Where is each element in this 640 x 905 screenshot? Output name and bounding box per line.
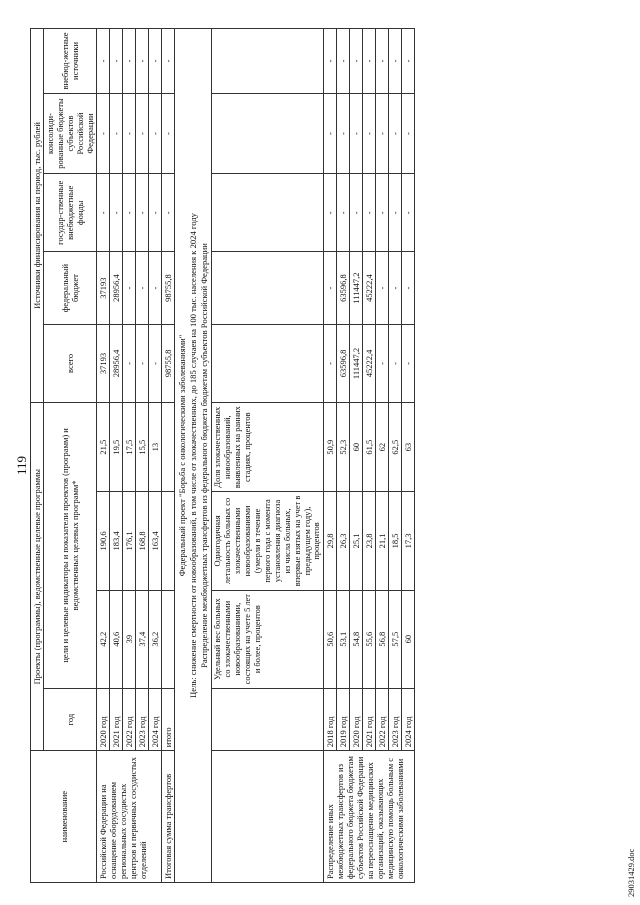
group-projects-header: Проекты (программы), ведомственные целевые программы (31, 403, 44, 751)
indicator-2-cell: 18,5 (389, 492, 402, 590)
total-cell: - (324, 324, 337, 402)
indicator-3-cell: 62 (376, 403, 389, 492)
regional-cell: - (337, 93, 350, 173)
total-year-cell: итого (162, 688, 175, 751)
page-number: 119 (14, 455, 29, 475)
total-regional-cell: - (162, 93, 175, 173)
total-cell: 63596,8 (337, 324, 350, 402)
year-cell: 2021 год (110, 688, 123, 751)
extra-cell: - (389, 29, 402, 94)
total-cell: - (123, 324, 136, 402)
total-label-cell: Итоговая сумма трансфертов (162, 751, 175, 883)
federal-cell: - (324, 252, 337, 325)
state-funds-cell: - (363, 174, 376, 252)
row-name-cell: Российской Федерации на оснащение оборудованием региональных сосудистых центров и первичных сосудистых отделений (97, 751, 162, 883)
year-cell: 2023 год (389, 688, 402, 751)
indicator-2-cell: 29,8 (324, 492, 337, 590)
table-row (324, 29, 337, 883)
year-cell: 2018 год (324, 688, 337, 751)
banner-distribution: Распределение межбюджетных трансфертов из федерального бюджета бюджетам субъектов Российской Федерации (198, 243, 209, 668)
indicator-3-cell: 52,3 (337, 403, 350, 492)
extra-cell: - (337, 29, 350, 94)
indicator-2-cell: 163,4 (149, 492, 162, 590)
col-year-header: год (44, 688, 97, 751)
regional-cell: - (363, 93, 376, 173)
state-funds-cell: - (97, 174, 110, 252)
indicator-2-cell: 17,3 (402, 492, 415, 590)
federal-cell: - (136, 252, 149, 325)
year-cell: 2021 год (363, 688, 376, 751)
total-row (162, 29, 175, 883)
year-cell: 2024 год (402, 688, 415, 751)
indicator-2-cell: 190,6 (97, 492, 110, 590)
total-extra-cell: - (162, 29, 175, 94)
year-cell: 2022 год (376, 688, 389, 751)
state-funds-cell: - (376, 174, 389, 252)
regional-cell: - (97, 93, 110, 173)
state-funds-cell: - (149, 174, 162, 252)
state-funds-cell: - (123, 174, 136, 252)
state-funds-cell: - (350, 174, 363, 252)
total-cell: - (136, 324, 149, 402)
total-sum-cell: 98755,8 (162, 324, 175, 402)
table-row (97, 29, 110, 883)
empty-cell (212, 751, 324, 883)
total-cell: 111447,2 (350, 324, 363, 402)
regional-cell: - (136, 93, 149, 173)
empty-cell (212, 174, 324, 252)
extra-cell: - (350, 29, 363, 94)
regional-cell: - (350, 93, 363, 173)
indicator-3-cell: 61,5 (363, 403, 376, 492)
regional-cell: - (389, 93, 402, 173)
extra-cell: - (123, 29, 136, 94)
empty-cell (212, 29, 324, 94)
indicator-1-cell: 57,5 (389, 590, 402, 688)
indicator-1-cell: 37,4 (136, 590, 149, 688)
regional-cell: - (376, 93, 389, 173)
indicator-2-cell: 26,3 (337, 492, 350, 590)
empty-cell (212, 688, 324, 751)
indicator-3-cell: 21,5 (97, 403, 110, 492)
state-funds-cell: - (389, 174, 402, 252)
indicator-3-header: Доля злокачественных новообразований, выявленных на ранних стадиях, процентов (212, 403, 324, 492)
regional-cell: - (402, 93, 415, 173)
empty-cell (212, 252, 324, 325)
project-banner (175, 29, 212, 883)
indicator-1-cell: 60 (402, 590, 415, 688)
total-cell: - (389, 324, 402, 402)
banner-project: Федеральный проект "Борьба с онкологическими заболеваниями" (177, 334, 188, 577)
empty-cell (212, 93, 324, 173)
state-funds-cell: - (110, 174, 123, 252)
indicator-3-cell: 13 (149, 403, 162, 492)
year-cell: 2020 год (350, 688, 363, 751)
federal-cell: - (402, 252, 415, 325)
total-cell: - (376, 324, 389, 402)
federal-cell: 45222,4 (363, 252, 376, 325)
extra-cell: - (376, 29, 389, 94)
col-federal-header: федеральный бюджет (44, 252, 97, 325)
indicator-3-cell: 60 (350, 403, 363, 492)
indicator-1-cell: 55,6 (363, 590, 376, 688)
extra-cell: - (136, 29, 149, 94)
total-cell: 45222,4 (363, 324, 376, 402)
banner-row (175, 29, 212, 883)
group-sources-header: Источники финансирования на период, тыс. рублей (31, 29, 44, 403)
indicator-1-cell: 40,6 (110, 590, 123, 688)
indicator-2-cell: 23,8 (363, 492, 376, 590)
year-cell: 2019 год (337, 688, 350, 751)
indicator-3-cell: 15,5 (136, 403, 149, 492)
indicator-1-header: Удельный вес больных со злокачественными новообразованиями, состоящих на учете 5 лет и более, процентов (212, 590, 324, 688)
state-funds-cell: - (324, 174, 337, 252)
regional-cell: - (110, 93, 123, 173)
row-name-cell: Распределение иных межбюджетных трансфертов из федерального бюджета бюджетам субъектов Российской Федерации на переоснащение медицинских организаций, оказывающих медицинскую помощь больным с онкологическими заболеваниями (324, 751, 415, 883)
empty-cell (212, 324, 324, 402)
state-funds-cell: - (136, 174, 149, 252)
indicator-2-cell: 168,8 (136, 492, 149, 590)
federal-cell: 111447,2 (350, 252, 363, 325)
indicator-1-cell: 39 (123, 590, 136, 688)
extra-cell: - (402, 29, 415, 94)
regional-cell: - (149, 93, 162, 173)
year-cell: 2020 год (97, 688, 110, 751)
indicator-3-cell: 63 (402, 403, 415, 492)
col-name-header: наименование (31, 751, 97, 883)
total-federal-cell: 98755,8 (162, 252, 175, 325)
col-total-header: всего (44, 324, 97, 402)
total-cell: - (402, 324, 415, 402)
col-goals-header: цели и целевые индикаторы и показатели проектов (программ) и ведомственных целевых программ* (44, 403, 97, 689)
financing-table (30, 28, 415, 883)
extra-cell: - (97, 29, 110, 94)
federal-cell: 28956,4 (110, 252, 123, 325)
state-funds-cell: - (402, 174, 415, 252)
year-cell: 2024 год (149, 688, 162, 751)
indicator-2-cell: 25,1 (350, 492, 363, 590)
indicator-3-cell: 17,5 (123, 403, 136, 492)
extra-cell: - (363, 29, 376, 94)
indicator-1-cell: 36,2 (149, 590, 162, 688)
indicator-2-cell: 176,1 (123, 492, 136, 590)
indicator-1-cell: 53,1 (337, 590, 350, 688)
col-state-funds-header: государ-ственные внебюджетные фонды (44, 174, 97, 252)
total-cell: 37193 (97, 324, 110, 402)
state-funds-cell: - (337, 174, 350, 252)
indicator-1-cell: 42,2 (97, 590, 110, 688)
regional-cell: - (123, 93, 136, 173)
year-cell: 2022 год (123, 688, 136, 751)
federal-cell: - (389, 252, 402, 325)
federal-cell: - (123, 252, 136, 325)
year-cell: 2023 год (136, 688, 149, 751)
extra-cell: - (149, 29, 162, 94)
indicator-2-header: Одногодичная летальность больных со злокачественными новообразованиями (умерли в течение первого года с момента установления диагноза из числа больных, впервые взятых на учет в предыдущем году), процентов (212, 492, 324, 590)
federal-cell: - (376, 252, 389, 325)
indicator-2-cell: 21,1 (376, 492, 389, 590)
empty-cell (162, 403, 175, 492)
indicator-3-cell: 50,9 (324, 403, 337, 492)
col-extra-header: внебюд-жетные источники (44, 29, 97, 94)
empty-cell (162, 492, 175, 590)
indicator-1-cell: 54,8 (350, 590, 363, 688)
federal-cell: 37193 (97, 252, 110, 325)
indicator-1-cell: 56,8 (376, 590, 389, 688)
regional-cell: - (324, 93, 337, 173)
total-cell: - (149, 324, 162, 402)
total-funds-cell: - (162, 174, 175, 252)
col-regional-header: консолиди-рованные бюджеты субъектов Российской Федерации (44, 93, 97, 173)
extra-cell: - (324, 29, 337, 94)
federal-cell: 63596,8 (337, 252, 350, 325)
document-id: 29031429.doc (626, 848, 636, 897)
indicator-2-cell: 183,4 (110, 492, 123, 590)
banner-goal: Цель: снижение смертности от новообразований, в том числе от злокачественных, до 185 случаев на 100 тыс. населения к 2024 году (187, 213, 198, 698)
indicator-header-row (212, 29, 324, 883)
empty-cell (162, 590, 175, 688)
indicator-1-cell: 50,6 (324, 590, 337, 688)
indicator-3-cell: 62,5 (389, 403, 402, 492)
indicator-3-cell: 19,5 (110, 403, 123, 492)
total-cell: 28956,4 (110, 324, 123, 402)
federal-cell: - (149, 252, 162, 325)
extra-cell: - (110, 29, 123, 94)
